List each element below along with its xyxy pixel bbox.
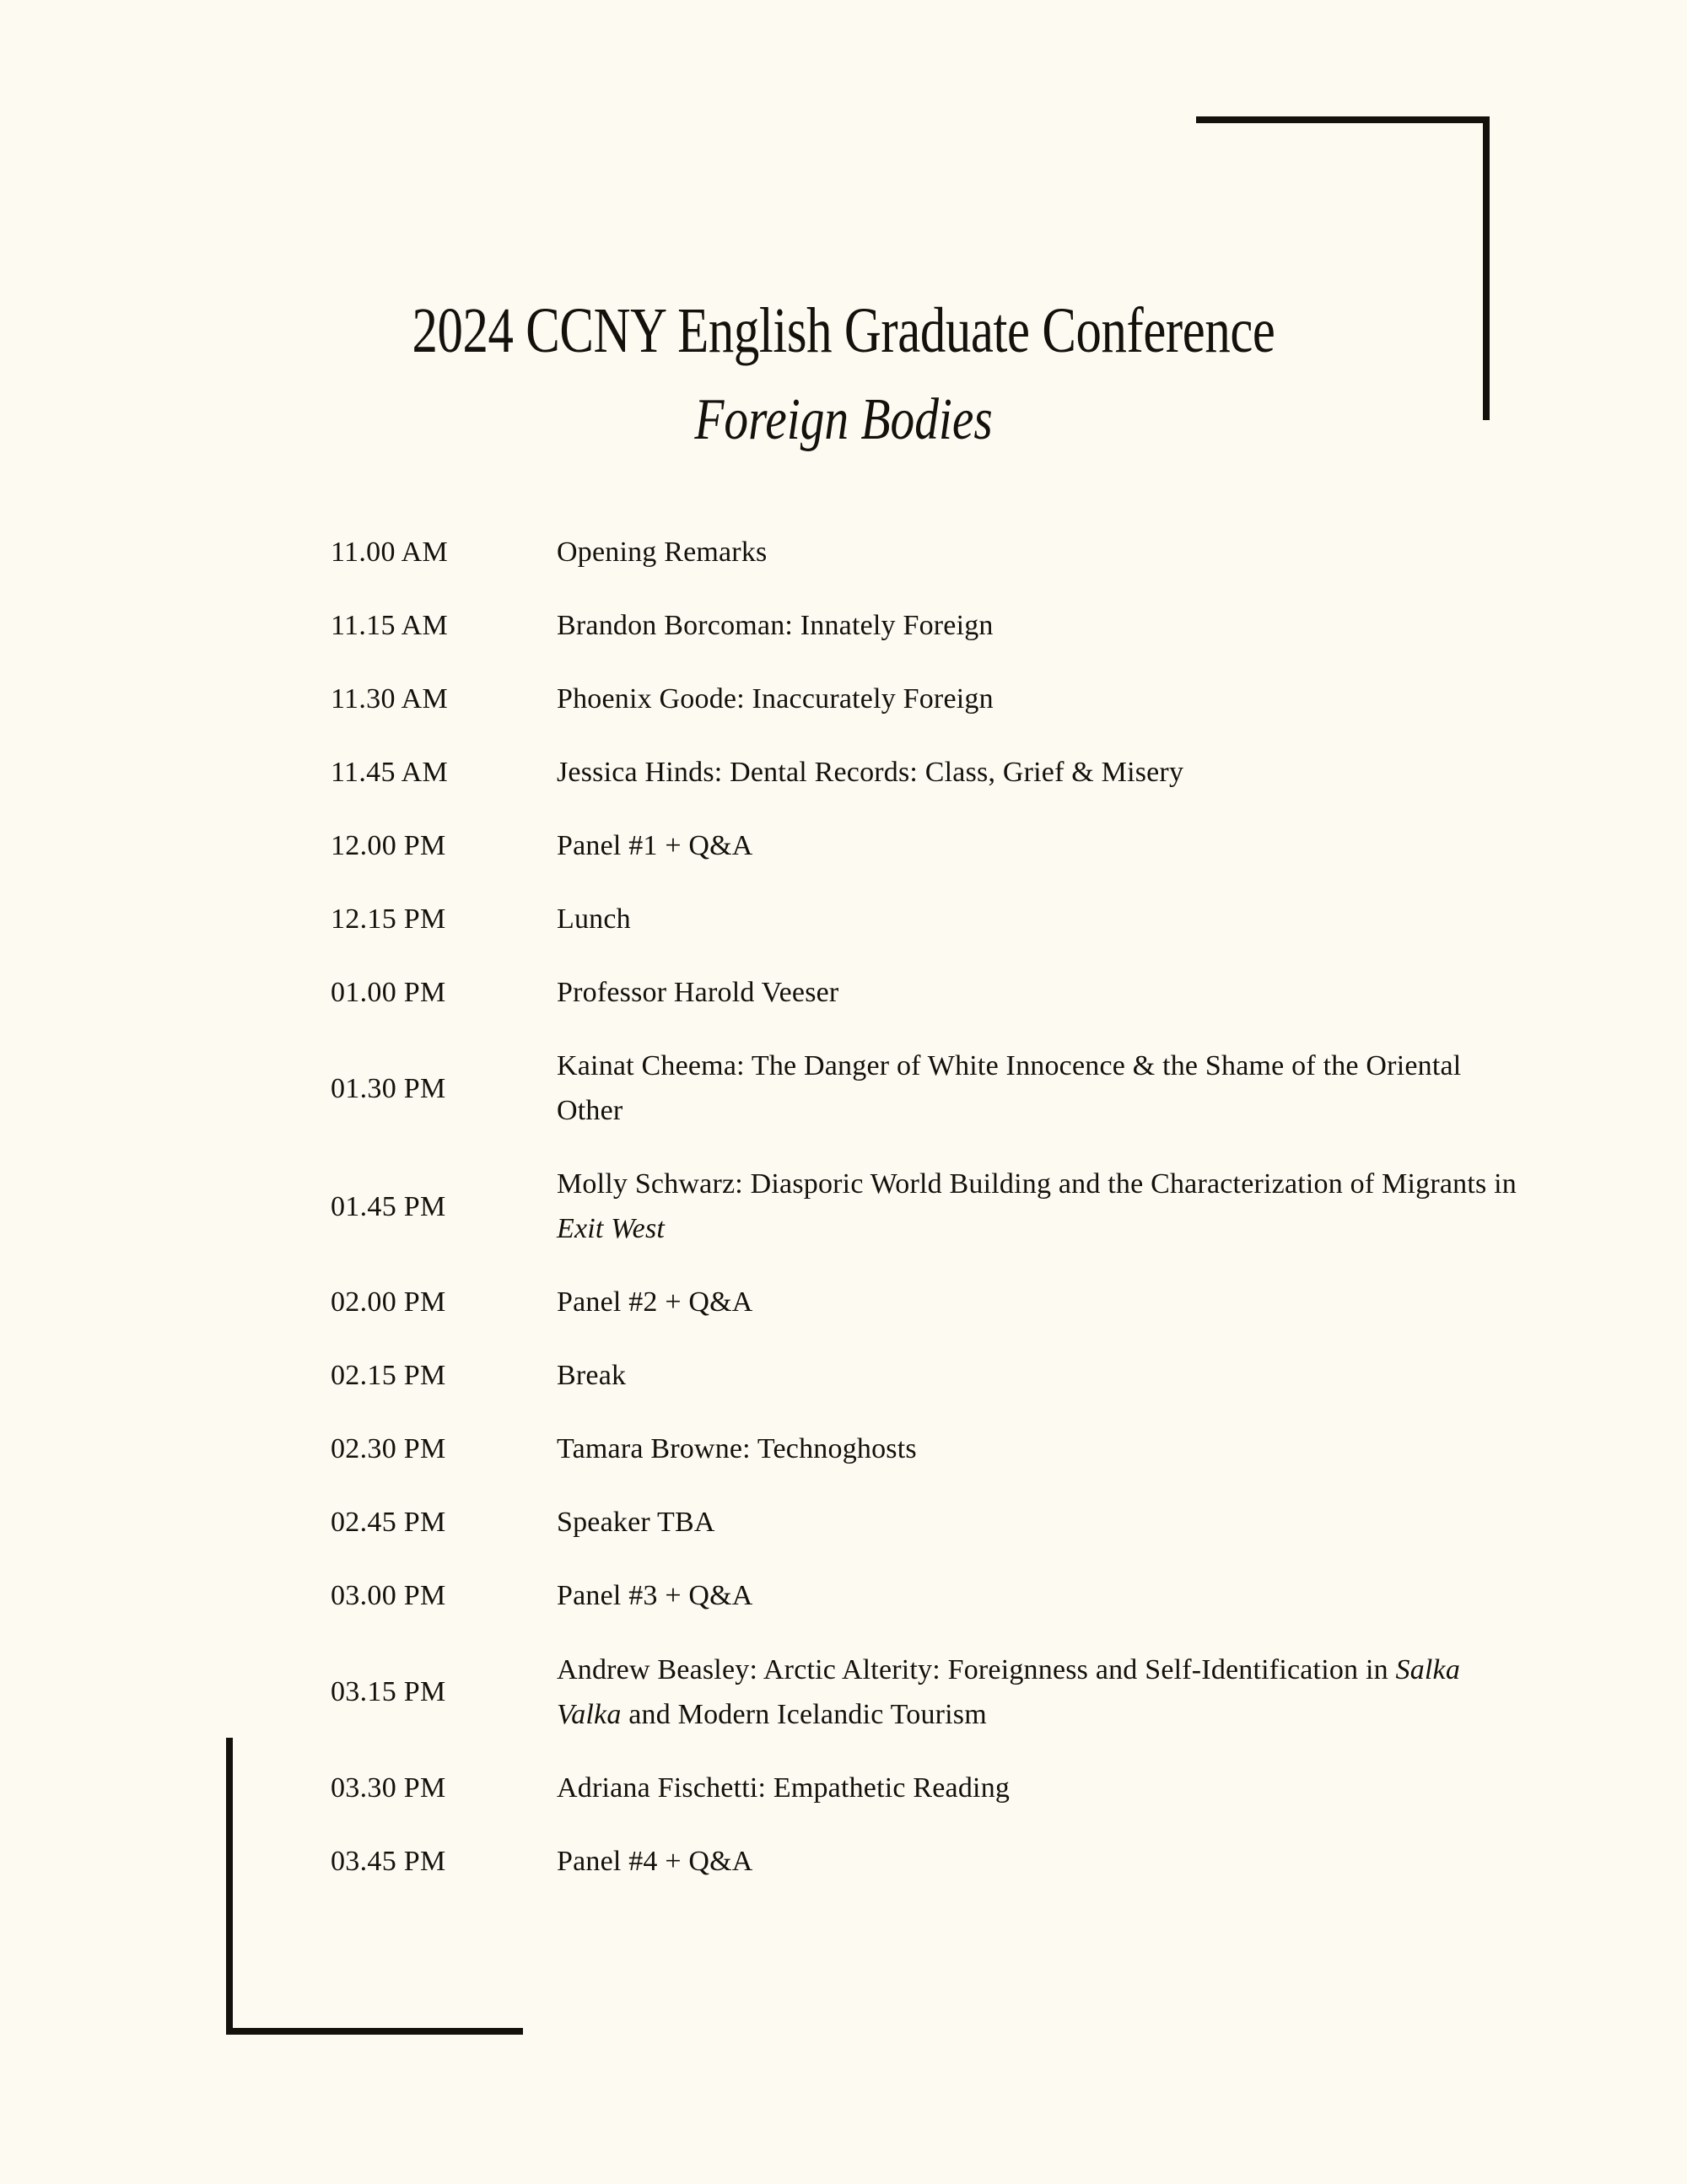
schedule-row-time: 11.30 AM — [331, 683, 449, 715]
schedule-row-event: Break — [557, 1360, 627, 1392]
schedule-row-event: Andrew Beasley: Arctic Alterity: Foreignness and Self-Identification in Salka Valka and Modern Icelandic Tourism — [557, 1653, 1461, 1730]
schedule-row-time: 02.45 PM — [331, 1507, 446, 1539]
schedule-row — [331, 970, 1528, 1015]
schedule-row-time: 03.30 PM — [331, 1771, 446, 1804]
schedule-row-event: Panel #3 + Q&A — [557, 1580, 753, 1612]
schedule-row-event: Molly Schwarz: Diasporic World Building and the Characterization of Migrants in Exit West — [557, 1168, 1517, 1245]
schedule-row — [331, 1426, 1528, 1471]
schedule-row — [331, 1647, 1528, 1737]
schedule-row-time: 11.00 AM — [331, 537, 449, 569]
schedule-row — [331, 1839, 1528, 1884]
schedule-row-time: 01.30 PM — [331, 1072, 446, 1104]
schedule-row-event: Kainat Cheema: The Danger of White Innocence & the Shame of the Oriental Other — [557, 1050, 1462, 1127]
schedule-row-time: 01.00 PM — [331, 977, 446, 1009]
schedule-row-time: 02.30 PM — [331, 1433, 446, 1465]
schedule-row — [331, 897, 1528, 941]
schedule-row-event: Phoenix Goode: Inaccurately Foreign — [557, 683, 994, 715]
schedule-row — [331, 750, 1528, 795]
schedule-row-event: Panel #1 + Q&A — [557, 830, 753, 862]
schedule-row — [331, 1573, 1528, 1618]
schedule-row-time: 11.45 AM — [331, 757, 449, 789]
schedule-row — [331, 1043, 1528, 1133]
schedule-row-time: 11.15 AM — [331, 610, 449, 642]
schedule-row — [331, 1162, 1528, 1251]
schedule-row-time: 02.00 PM — [331, 1286, 446, 1318]
schedule-row-event: Panel #4 + Q&A — [557, 1845, 753, 1877]
schedule-list — [331, 530, 1528, 1912]
schedule-row-event: Opening Remarks — [557, 537, 768, 568]
schedule-row — [331, 1280, 1528, 1324]
schedule-row-time: 03.00 PM — [331, 1580, 446, 1612]
schedule-row — [331, 1766, 1528, 1810]
schedule-row-event: Brandon Borcoman: Innately Foreign — [557, 610, 994, 642]
schedule-row-time: 03.15 PM — [331, 1676, 446, 1708]
schedule-row — [331, 677, 1528, 721]
schedule-row-time: 01.45 PM — [331, 1190, 446, 1222]
schedule-row-time: 02.15 PM — [331, 1360, 446, 1392]
schedule-row-event: Tamara Browne: Technoghosts — [557, 1433, 917, 1465]
schedule-row-time: 03.45 PM — [331, 1845, 446, 1877]
schedule-row — [331, 530, 1528, 574]
schedule-row-event: Professor Harold Veeser — [557, 977, 839, 1009]
schedule-row — [331, 823, 1528, 868]
page-title: 2024 CCNY English Graduate Conference — [412, 295, 1275, 366]
schedule-row-event: Lunch — [557, 903, 631, 936]
schedule-row — [331, 603, 1528, 648]
page-subtitle: Foreign Bodies — [694, 386, 993, 452]
schedule-row-event: Panel #2 + Q&A — [557, 1286, 753, 1318]
schedule-row-event: Adriana Fischetti: Empathetic Reading — [557, 1771, 1011, 1804]
schedule-row-event: Speaker TBA — [557, 1507, 715, 1539]
schedule-row — [331, 1353, 1528, 1398]
conference-header — [0, 297, 1687, 452]
schedule-row-event: Jessica Hinds: Dental Records: Class, Grief & Misery — [557, 757, 1184, 789]
schedule-row-time: 12.15 PM — [331, 903, 446, 936]
schedule-row-time: 12.00 PM — [331, 830, 446, 862]
schedule-row — [331, 1500, 1528, 1545]
